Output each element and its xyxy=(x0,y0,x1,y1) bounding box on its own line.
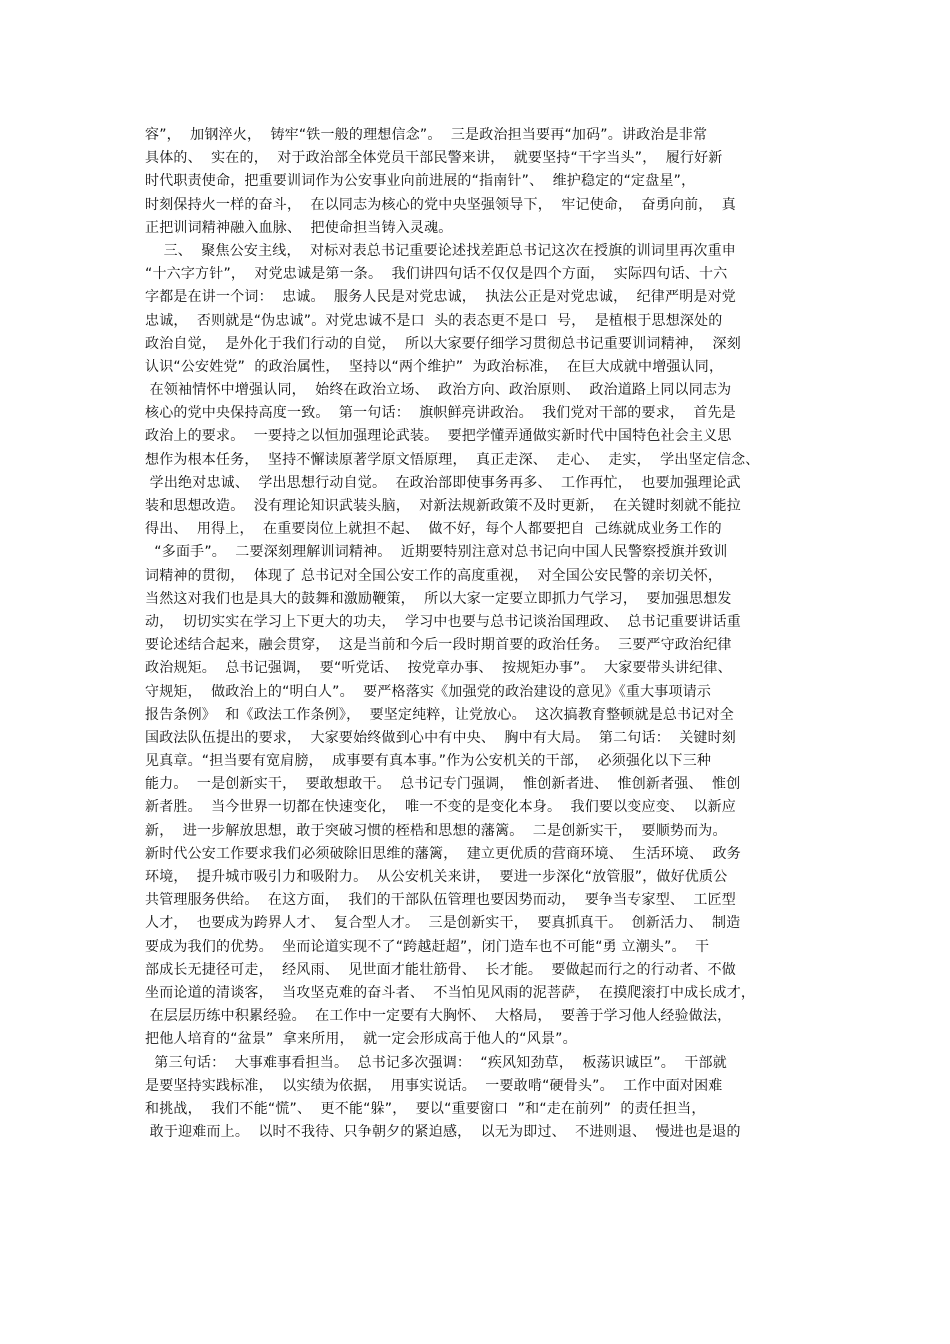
text-line: 在领袖情怀中增强认同， 始终在政治立场、 政治方向、政治原则、 政治道路上同以同志为 xyxy=(145,382,732,399)
body-text xyxy=(145,124,825,1144)
text-line: 是要坚持实践标准， 以实绩为依据， 用事实说话。 一要敢啃“硬骨头”。 工作中面对困难 xyxy=(145,1077,723,1094)
text-line: 词精神的贯彻， 体现了 总书记对全国公安工作的高度重视， 对全国公安民警的亲切关怀， xyxy=(145,567,723,584)
text-line: 部成长无捷径可走， 经风雨、 见世面才能壮筋骨、 长才能。 要做起而行之的行动者、不做 xyxy=(145,961,736,978)
text-line: 具体的、 实在的， 对于政治部全体党员干部民警来讲， 就要坚持“干字当头”， 履行好新 xyxy=(145,150,723,167)
text-line: 容”， 加钢淬火， 铸牢“铁一般的理想信念”。 三是政治担当要再“加码”。讲政治是非常 xyxy=(145,127,708,143)
text-line: 学出绝对忠诚、 学出思想行动自觉。 在政治部即使事务再多、 工作再忙， 也要加强理论武 xyxy=(145,474,741,491)
text-line: 报告条例》 和《政法工作条例》， 要坚定纯粹，让党放心。 这次搞教育整顿就是总书记对全 xyxy=(145,706,734,723)
text-line: 新， 进一步解放思想，敢于突破习惯的桎梏和思想的藩篱。 二是创新实干， 要顺势而为。 xyxy=(145,822,727,839)
text-line: 字都是在讲一个词： 忠诚。 服务人民是对党忠诚， 执法公正是对党忠诚， 纪律严明是对党 xyxy=(145,289,736,306)
text-line: 人才， 也要成为跨界人才、 复合型人才。 三是创新实干， 要真抓真干。 创新活力、 制造 xyxy=(145,915,741,932)
text-line: 和挑战， 我们不能“慌”、 更不能“躲”， 要以“重要窗口 ”和“走在前列” 的责任担当， xyxy=(145,1100,706,1117)
text-line: 时刻保持火一样的奋斗， 在以同志为核心的党中央坚强领导下， 牢记使命， 奋勇向前， 真 xyxy=(145,196,736,213)
text-line: 核心的党中央保持高度一致。 第一句话： 旗帜鲜亮讲政治。 我们党对干部的要求， 首先是 xyxy=(145,405,736,422)
text-line: 装和思想改造。 没有理论知识武装头脑， 对新法规新政策不及时更新， 在关键时刻就不能拉 xyxy=(145,498,741,514)
text-line: 时代职责使命，把重要训词作为公安事业向前进展的“指南针”、 维护稳定的“定盘星”， xyxy=(145,173,696,190)
text-line: 忠诚， 否则就是“伪忠诚”。对党忠诚不是口 头的表态更不是口 号， 是植根于思想深处的 xyxy=(145,312,723,329)
text-line: 坐而论道的清谈客， 当攻坚克难的奋斗者、 不当怕见风雨的泥菩萨， 在摸爬滚打中成长成才， xyxy=(145,984,756,1001)
text-line: 国政法队伍提出的要求， 大家要始终做到心中有中央、 胸中有大局。 第二句话： 关键时刻 xyxy=(145,729,736,746)
text-line: 三、 聚焦公安主线， 对标对表总书记重要论述找差距总书记这次在授旗的训词里再次重申 xyxy=(145,242,736,259)
text-line: 第三句话： 大事难事看担当。 总书记多次强调： “疾风知劲草， 板荡识诚臣”。 干部就 xyxy=(145,1054,727,1071)
text-line: 正把训词精神融入血脉、 把使命担当铸入灵魂。 xyxy=(145,219,453,236)
text-line: 想作为根本任务， 坚持不懈读原著学原文悟原理， 真正走深、 走心、 走实， 学出坚定信念、 xyxy=(145,451,760,468)
text-line: 敢于迎难而上。 以时不我待、只争朝夕的紧迫感， 以无为即过、 不进则退、 慢进也是退的 xyxy=(145,1124,741,1141)
text-line: 新者胜。 当今世界一切都在快速变化， 唯一不变的是变化本身。 我们要以变应变、 以新应 xyxy=(145,799,736,816)
text-line: “十六字方针”， 对党忠诚是第一条。 我们讲四句话不仅仅是四个方面， 实际四句话、十六 xyxy=(145,266,728,283)
text-line: “多面手”。 二要深刻理解训词精神。 近期要特别注意对总书记向中国人民警察授旗并致训 xyxy=(145,544,728,561)
text-line: 共管理服务供给。 在这方面， 我们的干部队伍管理也要因势而动， 要争当专家型、 工匠型 xyxy=(145,892,736,909)
text-line: 认识“公安姓党” 的政治属性， 坚持以“两个维护” 为政治标准， 在巨大成就中增强认同， xyxy=(145,358,724,375)
text-line: 环境， 提升城市吸引力和吸附力。 从公安机关来讲， 要进一步深化“放管服”，做好优质公 xyxy=(145,869,728,885)
text-line: 政治自觉， 是外化于我们行动的自觉， 所以大家要仔细学习贯彻总书记重要训词精神， 深刻 xyxy=(145,335,741,352)
text-line: 政治规矩。 总书记强调， 要“听党话、 按党章办事、 按规矩办事”。 大家要带头讲纪律、 xyxy=(145,660,732,677)
text-line: 要成为我们的优势。 坐而论道实现不了“跨越赶超”，闭门造车也不可能“勇 立潮头”。 干 xyxy=(145,938,710,955)
text-line: 在层层历练中积累经验。 在工作中一定要有大胸怀、 大格局， 要善于学习他人经验做法， xyxy=(145,1008,732,1025)
text-line: 政治上的要求。 一要持之以恒加强理论武装。 要把学懂弄通做实新时代中国特色社会主义思 xyxy=(145,428,732,445)
text-line: 新时代公安工作要求我们必须破除旧思维的藩篱， 建立更优质的营商环境、 生活环境、 政务 xyxy=(145,845,741,862)
text-line: 要论述结合起来，融会贯穿， 这是当前和今后一段时期首要的政治任务。 三要严守政治纪律 xyxy=(145,637,732,654)
text-line: 动， 切切实实在学习上下更大的功夫， 学习中也要与总书记谈治国理政、 总书记重要讲话重 xyxy=(145,613,741,630)
text-line: 能力。 一是创新实干， 要敢想敢干。 总书记专门强调， 惟创新者进、 惟创新者强、 惟创 xyxy=(145,776,741,793)
text-line: 守规矩， 做政治上的“明白人”。 要严格落实《加强党的政治建设的意见》《重大事项请示 xyxy=(145,683,712,700)
text-line: 见真章。“担当要有宽肩膀， 成事要有真本事。”作为公安机关的干部， 必须强化以下三种 xyxy=(145,753,712,770)
text-line: 把他人培育的“盆景” 拿来所用， 就一定会形成高于他人的“风景”。 xyxy=(145,1031,577,1048)
text-line: 当然这对我们也是具大的鼓舞和激励鞭策， 所以大家一定要立即抓力气学习， 要加强思想发 xyxy=(145,590,732,607)
text-line: 得出、 用得上， 在重要岗位上就担不起、 做不好，每个人都要把自 己练就成业务工作的 xyxy=(145,521,722,538)
